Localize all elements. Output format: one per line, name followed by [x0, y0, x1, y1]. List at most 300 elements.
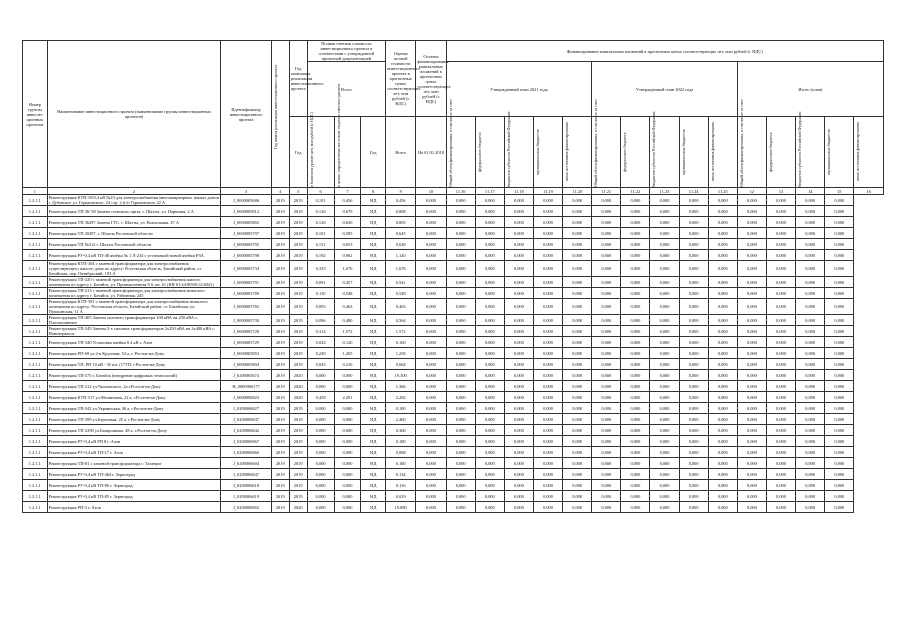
table-row: [23, 403, 884, 414]
table-cell: 0,000: [592, 491, 621, 502]
table-cell: 0,000: [533, 502, 562, 513]
table-cell: 0,000: [533, 288, 562, 299]
table-cell: 19,300: [386, 370, 416, 381]
table-cell: 0,000: [475, 239, 504, 250]
table-cell: НД: [361, 239, 386, 250]
table-cell: 0,679: [334, 206, 361, 217]
table-cell: 0,000: [563, 480, 592, 491]
table-cell: 0,000: [621, 403, 650, 414]
table-cell: 0,000: [533, 299, 562, 315]
table-cell: 0,000: [796, 414, 825, 425]
table-cell: J_0200006604: [221, 458, 271, 469]
table-cell: 0,000: [621, 288, 650, 299]
table-cell: 0,000: [475, 359, 504, 370]
table-cell: 0,000: [533, 458, 562, 469]
table-cell: 0,000: [766, 288, 795, 299]
table-cell: 0,000: [504, 403, 533, 414]
table-cell: 0,000: [307, 436, 334, 447]
table-cell: 2019: [289, 239, 307, 250]
table-cell: 0,000: [533, 326, 562, 337]
table-cell: 0,000: [446, 206, 475, 217]
fin-col: Общий объем финансирования, в том числе за счет:: [447, 98, 453, 187]
table-cell: НД: [361, 217, 386, 228]
table-cell: 0,000: [679, 228, 708, 239]
table-cell: 0,000: [621, 315, 650, 326]
table-cell: 0,000: [416, 447, 446, 458]
table-cell: 2019: [289, 447, 307, 458]
table-cell: 2020: [289, 392, 307, 403]
table-row: [23, 239, 884, 250]
table-cell: НД: [361, 392, 386, 403]
table-cell: 2019: [289, 217, 307, 228]
table-cell: Реконструкция ТП 36/ 98 Замена стенового щита, г. Шахты, ул. Парковая, 2 А: [47, 206, 221, 217]
table-cell: 0,000: [825, 348, 854, 359]
table-cell: 0,000: [621, 217, 650, 228]
table-cell: 2019: [289, 250, 307, 261]
table-cell: 0,564: [386, 315, 416, 326]
table-cell: 0,000: [708, 195, 737, 206]
table-cell: 1.2.1.1: [23, 381, 48, 392]
table-cell: 0,000: [737, 261, 766, 277]
table-cell: 0,000: [504, 436, 533, 447]
table-cell: 0,000: [679, 217, 708, 228]
table-cell: 0,000: [708, 326, 737, 337]
table-cell: 0,000: [592, 348, 621, 359]
table-cell: 2019: [271, 447, 289, 458]
table-cell: 2019: [289, 359, 307, 370]
table-cell: 0,000: [504, 250, 533, 261]
table-cell: J_0200006842: [221, 425, 271, 436]
table-cell: 0,000: [533, 491, 562, 502]
table-cell: 0,000: [563, 315, 592, 326]
table-cell: 0,000: [446, 381, 475, 392]
table-cell: 0,000: [650, 250, 679, 261]
table-cell: 0,000: [307, 370, 334, 381]
table-cell: 0,000: [446, 277, 475, 288]
table-cell: 0,000: [650, 458, 679, 469]
table-cell: 0,000: [533, 348, 562, 359]
table-cell: НД: [361, 502, 386, 513]
table-cell: 0,000: [679, 392, 708, 403]
fin-col: Общий объем финансирования, в том числе за счет:: [593, 98, 599, 187]
table-cell: 0,000: [650, 228, 679, 239]
table-cell: НД: [361, 370, 386, 381]
table-cell: 0,000: [592, 228, 621, 239]
table-cell: НД: [361, 195, 386, 206]
table-cell: 0,000: [563, 261, 592, 277]
table-cell: J_0000005782: [221, 299, 271, 315]
table-cell: 0,000: [766, 277, 795, 288]
table-cell: 0,000: [533, 228, 562, 239]
table-cell: 0,000: [533, 436, 562, 447]
table-cell: 0,000: [446, 326, 475, 337]
table-cell: 0,000: [416, 436, 446, 447]
table-cell: 0,000: [475, 425, 504, 436]
table-cell: 0,000: [446, 348, 475, 359]
table-cell: 0,000: [737, 502, 766, 513]
table-cell: Реконструкция КТП-517 ул.Малиновая, 22 а, г.Ростов-на-Дону: [47, 392, 221, 403]
table-cell: 1.2.1.1: [23, 348, 48, 359]
table-cell: 0,000: [592, 195, 621, 206]
table-cell: 1.2.1.1: [23, 206, 48, 217]
table-cell: 0,000: [766, 458, 795, 469]
table-cell: 0,000: [621, 239, 650, 250]
table-row: [23, 370, 884, 381]
table-cell: 0,000: [825, 480, 854, 491]
table-cell: 0,000: [766, 392, 795, 403]
table-cell: 0,000: [796, 217, 825, 228]
column-index-cell: 15: [825, 188, 854, 195]
table-cell: 0,314: [307, 326, 334, 337]
table-cell: 0,000: [766, 337, 795, 348]
table-cell: 0,000: [621, 299, 650, 315]
column-index-cell: 16: [854, 188, 884, 195]
table-cell: 0,000: [416, 195, 446, 206]
table-cell: 2019: [289, 277, 307, 288]
column-index-cell: 10: [416, 188, 446, 195]
column-index-cell: 11.24: [679, 188, 708, 195]
table-cell: 0,000: [650, 348, 679, 359]
table-cell: 0,000: [416, 381, 446, 392]
table-cell: 0,000: [334, 425, 361, 436]
table-cell: 0,000: [307, 491, 334, 502]
table-cell: 0,000: [825, 239, 854, 250]
table-cell: 0,000: [475, 315, 504, 326]
table-cell: 2019: [289, 403, 307, 414]
table-cell: 0,000: [796, 502, 825, 513]
table-cell: 0,000: [475, 228, 504, 239]
table-cell: 2019: [271, 458, 289, 469]
table-cell: 0,000: [737, 370, 766, 381]
table-cell: 0,000: [446, 447, 475, 458]
table-cell: 1.2.1.1: [23, 277, 48, 288]
table-cell: 0,000: [679, 502, 708, 513]
table-cell: 0,456: [334, 195, 361, 206]
table-cell: 0,000: [737, 469, 766, 480]
table-cell: Реконструкция ТП-81 с заменой трансформатора г. Таганрог: [47, 458, 221, 469]
column-index-cell: 3: [221, 188, 271, 195]
table-cell: 1.2.1.1: [23, 436, 48, 447]
table-cell: 2019: [271, 469, 289, 480]
table-cell: 0,000: [796, 381, 825, 392]
table-cell: 0,000: [307, 381, 334, 392]
header-start-year: Год начала реализации инвестиционного проекта: [272, 65, 278, 149]
table-cell: 1.2.1.1: [23, 299, 48, 315]
table-cell: J_0200006967: [221, 436, 271, 447]
table-cell: 0,664: [386, 359, 416, 370]
table-cell: 2019: [271, 348, 289, 359]
table-cell: 0,000: [475, 381, 504, 392]
table-cell: 0,000: [475, 206, 504, 217]
table-cell: 0,000: [504, 370, 533, 381]
table-cell: 0,000: [533, 315, 562, 326]
table-cell: 0,000: [621, 458, 650, 469]
table-cell: 2,282: [386, 392, 416, 403]
column-index-cell: 11.16: [446, 188, 475, 195]
table-row: [23, 359, 884, 370]
table-cell: 0,000: [708, 337, 737, 348]
table-cell: 0,000: [825, 403, 854, 414]
table-cell: 0,000: [708, 359, 737, 370]
table-cell: НД: [361, 299, 386, 315]
table-cell: 0,000: [533, 217, 562, 228]
table-cell: 0,000: [650, 206, 679, 217]
table-cell: 1.2.1.1: [23, 491, 48, 502]
table-cell: 0,000: [504, 502, 533, 513]
table-cell: НД: [361, 359, 386, 370]
table-cell: 0,000: [679, 458, 708, 469]
table-cell: 0,116: [386, 480, 416, 491]
table-cell: 0,000: [679, 337, 708, 348]
table-cell: 0,000: [825, 491, 854, 502]
table-row: [23, 491, 884, 502]
table-cell: 0,000: [416, 359, 446, 370]
column-index-cell: 6: [307, 188, 334, 195]
table-cell: 0,000: [650, 288, 679, 299]
table-row: [23, 480, 884, 491]
column-index-cell: 5: [289, 188, 307, 195]
table-row: [23, 348, 884, 359]
table-cell: 0,110: [307, 288, 334, 299]
table-cell: 0,000: [737, 414, 766, 425]
table-cell: НД: [361, 277, 386, 288]
table-cell: 0,000: [475, 458, 504, 469]
table-cell: НД: [361, 491, 386, 502]
table-cell: 0,000: [504, 458, 533, 469]
table-cell: Реконструкция РУ-0,4 кВ ТП-464 г. Зерноград: [47, 469, 221, 480]
table-cell: 0,000: [563, 348, 592, 359]
table-cell: 0,000: [621, 250, 650, 261]
table-cell: 0,000: [504, 228, 533, 239]
table-cell: 0,000: [796, 288, 825, 299]
table-cell: 0,000: [416, 299, 446, 315]
column-index-cell: 12: [737, 188, 766, 195]
table-cell: 0,000: [825, 502, 854, 513]
table-cell: 0,000: [563, 502, 592, 513]
fin-col: муниципальных бюджетов: [534, 129, 540, 175]
fin-col: федерального бюджета: [767, 132, 773, 172]
table-cell: Реконструкция КТП-304 с заменой трансформатора для электроснабжения существующего жилого дома по адресу: Ростовская область, Батайский район, ст. Батайская, пер. Октябрьский, 103 А: [47, 261, 221, 277]
table-cell: 0,000: [766, 381, 795, 392]
table-cell: 1.2.1.1: [23, 403, 48, 414]
table-cell: 0,000: [592, 277, 621, 288]
table-cell: 0,000: [650, 469, 679, 480]
table-row: [23, 337, 884, 348]
header-sub-2018: На 01.01.2018: [416, 117, 446, 188]
header-plan-cost: Оценка полной стоимости инвестиционного проекта в прогнозных ценах соответствующих лет, млн рублей (с НДС): [386, 41, 416, 117]
table-cell: 0,000: [563, 458, 592, 469]
table-cell: 0,000: [679, 326, 708, 337]
table-cell: 0,000: [504, 381, 533, 392]
table-cell: 0,000: [737, 403, 766, 414]
table-cell: 0,000: [621, 348, 650, 359]
table-cell: 0,096: [307, 315, 334, 326]
table-cell: 2020: [289, 381, 307, 392]
table-cell: 1.2.1.1: [23, 217, 48, 228]
table-cell: 0,000: [766, 491, 795, 502]
table-cell: 0,000: [621, 370, 650, 381]
column-index-cell: 7: [334, 188, 361, 195]
table-cell: 0,000: [708, 239, 737, 250]
header-project-id: Идентификатор инвестиционного проекта: [221, 41, 271, 188]
table-cell: 0,000: [592, 436, 621, 447]
table-cell: 2019: [289, 261, 307, 277]
table-cell: 0,000: [737, 491, 766, 502]
table-cell: 0,000: [708, 480, 737, 491]
table-cell: 0,000: [796, 315, 825, 326]
table-cell: 0,091: [307, 277, 334, 288]
table-cell: 0,000: [533, 261, 562, 277]
fin-col: федерального бюджета: [476, 132, 482, 172]
table-cell: 0,000: [563, 414, 592, 425]
table-cell: 0,000: [563, 250, 592, 261]
table-cell: 0,000: [650, 403, 679, 414]
table-cell: 0,000: [533, 337, 562, 348]
table-cell: 0,000: [766, 370, 795, 381]
header-end-year: Год окончания реализации инвестиционного проекта: [289, 41, 307, 117]
table-cell: Реконструкция ТП-213 с заменой трансформатора для электроснабжения нежилого помещения по адресу г. Батайск, ул. Районная, 245: [47, 288, 221, 299]
fin-col: иных источников финансирования: [855, 122, 861, 182]
table-cell: 0,000: [504, 337, 533, 348]
table-cell: 0,000: [563, 436, 592, 447]
table-cell: НД: [361, 250, 386, 261]
table-cell: 0,000: [737, 425, 766, 436]
table-cell: 0,000: [475, 288, 504, 299]
table-cell: 0,000: [446, 491, 475, 502]
table-cell: 0,000: [416, 250, 446, 261]
table-cell: 0,000: [796, 370, 825, 381]
table-cell: Реконструкция ТП-212 ул.Чкаловского, 2а г.Ростов-на-Дону: [47, 381, 221, 392]
table-cell: 0,000: [766, 315, 795, 326]
table-cell: 0,000: [650, 359, 679, 370]
table-cell: 0,000: [533, 206, 562, 217]
table-cell: 0,000: [679, 414, 708, 425]
table-cell: 2019: [271, 436, 289, 447]
table-cell: 0,000: [563, 491, 592, 502]
table-cell: 2019: [271, 239, 289, 250]
table-cell: НД: [361, 337, 386, 348]
table-cell: 0,180: [386, 403, 416, 414]
table-cell: 0,000: [592, 414, 621, 425]
table-cell: 0,000: [825, 469, 854, 480]
table-cell: 0,000: [825, 217, 854, 228]
header-total: Итого (план): [737, 62, 883, 117]
table-cell: Реконструкция РУ-0,4 кВ ТП-85 г. Зерноград: [47, 491, 221, 502]
table-cell: НД: [361, 469, 386, 480]
table-cell: 0,000: [504, 261, 533, 277]
table-cell: 0,000: [533, 480, 562, 491]
table-cell: 1,572: [386, 326, 416, 337]
table-cell: 0,000: [708, 250, 737, 261]
table-cell: 0,000: [475, 480, 504, 491]
table-cell: 0,000: [679, 239, 708, 250]
table-cell: 2019: [289, 337, 307, 348]
table-cell: 0,024: [307, 337, 334, 348]
table-cell: 2,460: [386, 414, 416, 425]
table-cell: 0,000: [475, 436, 504, 447]
table-cell: НД: [361, 403, 386, 414]
table-cell: 0,000: [504, 359, 533, 370]
table-cell: 0,000: [592, 261, 621, 277]
table-cell: 0,000: [446, 250, 475, 261]
table-cell: 0,000: [825, 206, 854, 217]
table-cell: 0,000: [679, 491, 708, 502]
header-remaining: Остаток финансирования капитальных вложений в прогнозных ценах соответствующих лет, млн рублей (с НДС): [416, 41, 446, 117]
table-cell: J_0000005729: [221, 337, 271, 348]
table-cell: 0,000: [446, 436, 475, 447]
table-cell: J_0200006902: [221, 502, 271, 513]
table-cell: 0,000: [766, 480, 795, 491]
table-cell: 0,000: [796, 359, 825, 370]
table-cell: 0,000: [766, 348, 795, 359]
table-cell: 0,000: [708, 261, 737, 277]
table-cell: 0,029: [386, 491, 416, 502]
header-sub-full: в базисном уровне цен, млн рублей (с НДС): [308, 112, 314, 187]
table-cell: Реконструкция РУ-0,4 кВ ТП-17 г. Азов: [47, 447, 221, 458]
table-cell: 0,457: [334, 277, 361, 288]
table-cell: 2,291: [334, 392, 361, 403]
table-cell: 0,000: [416, 392, 446, 403]
table-cell: J_0200006618: [221, 480, 271, 491]
column-index-cell: 11.19: [533, 188, 562, 195]
table-cell: 1.2.1.1: [23, 195, 48, 206]
table-cell: 0,000: [825, 458, 854, 469]
table-cell: 0,000: [621, 277, 650, 288]
table-cell: 1.2.1.1: [23, 447, 48, 458]
table-cell: 0,805: [386, 217, 416, 228]
fin-col: иных источников финансирования: [709, 122, 715, 182]
table-cell: 0,000: [650, 337, 679, 348]
table-cell: 2019: [289, 315, 307, 326]
table-cell: 0,000: [621, 447, 650, 458]
table-cell: 0,463: [334, 299, 361, 315]
table-cell: 0,000: [796, 425, 825, 436]
table-cell: J_0000005812: [221, 206, 271, 217]
table-row: [23, 299, 884, 315]
table-row: [23, 277, 884, 288]
table-cell: НД: [361, 315, 386, 326]
table-cell: J_0000005804: [221, 359, 271, 370]
table-cell: 0,000: [563, 228, 592, 239]
table-cell: 0,000: [825, 326, 854, 337]
column-index-cell: 11.25: [708, 188, 737, 195]
table-cell: 2019: [289, 425, 307, 436]
table-cell: 0,000: [416, 217, 446, 228]
header-full-cost-sub: Всего: [307, 62, 385, 117]
table-cell: 0,000: [416, 502, 446, 513]
table-cell: 0,000: [592, 392, 621, 403]
table-cell: J_0000005791: [221, 277, 271, 288]
table-cell: 0,000: [650, 370, 679, 381]
table-cell: 0,548: [334, 288, 361, 299]
table-cell: 0,000: [475, 370, 504, 381]
table-cell: НД: [361, 381, 386, 392]
table-cell: 0,000: [650, 277, 679, 288]
table-cell: 2020: [289, 502, 307, 513]
table-cell: 0,000: [679, 195, 708, 206]
table-cell: 0,000: [475, 447, 504, 458]
table-cell: 0,000: [592, 206, 621, 217]
table-cell: 0,000: [679, 348, 708, 359]
table-cell: 0,000: [307, 414, 334, 425]
table-cell: 0,192: [307, 250, 334, 261]
column-index-cell: 1: [23, 188, 48, 195]
table-cell: НД: [361, 458, 386, 469]
table-cell: 0,000: [416, 239, 446, 250]
table-cell: 1.2.1.1: [23, 261, 48, 277]
table-cell: 0,000: [416, 403, 446, 414]
table-cell: 0,000: [621, 381, 650, 392]
